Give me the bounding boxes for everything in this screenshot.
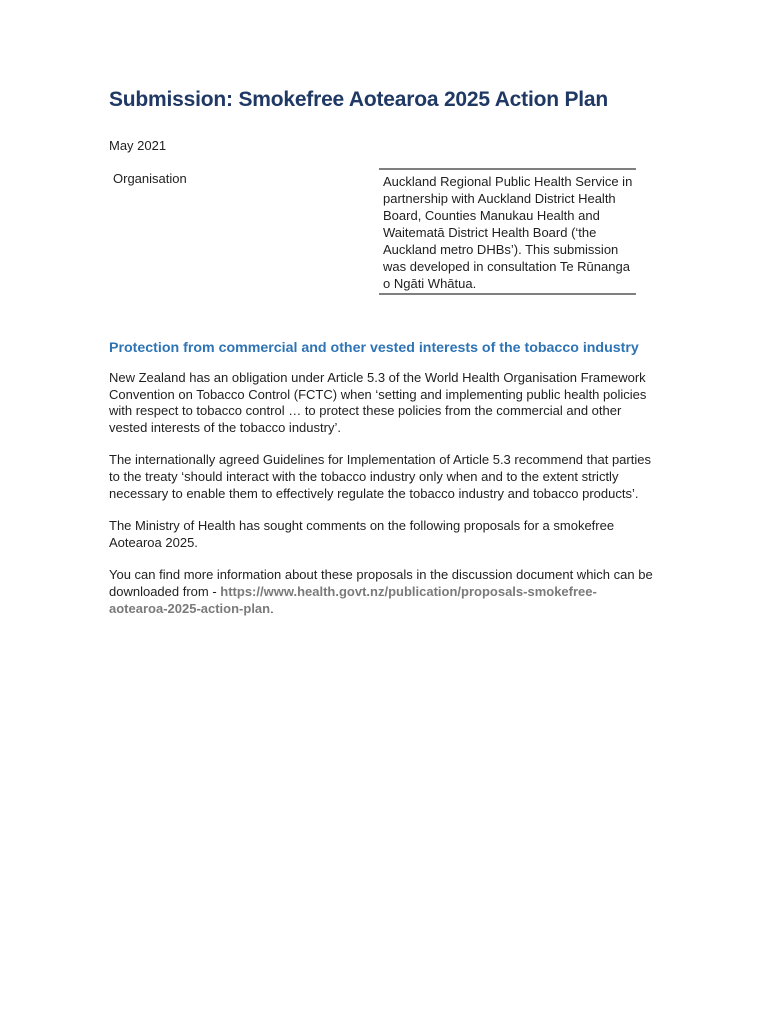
organisation-value-cell xyxy=(379,168,636,295)
paragraph-article-5-3: New Zealand has an obligation under Article 5.3 of the World Health Organisation Framework Convention on Tobacco Control (FCTC) when ‘setting and implementing public health policies with respect to tobacco control … to protect these policies from the commercial and other vested interests of the tobacco industry’. xyxy=(109,370,647,435)
organisation-label: Organisation xyxy=(113,171,187,186)
more-information-text: You can find more information about these proposals in the discussion document which can be downloaded from - xyxy=(109,567,653,599)
organisation-value: Auckland Regional Public Health Service in partnership with Auckland District Health Board, Counties Manukau Health and Waitematā District Health Board (‘the Auckland metro DHBs’). This submission was developed in consultation Te Rūnanga o Ngāti Whātua. xyxy=(383,174,633,291)
section-body xyxy=(109,370,654,633)
discussion-document-link[interactable]: https://www.health.govt.nz/publication/proposals-smokefree-aotearoa-2025-action-plan xyxy=(109,583,597,616)
submission-date: May 2021 xyxy=(109,138,167,153)
page-title: Submission: Smokefree Aotearoa 2025 Action Plan xyxy=(109,88,609,111)
paragraph-more-information xyxy=(109,567,654,617)
more-information-end: . xyxy=(270,600,274,616)
section-heading: Protection from commercial and other vested interests of the tobacco industry xyxy=(109,340,639,356)
paragraph-ministry: The Ministry of Health has sought comments on the following proposals for a smokefree Aotearoa 2025. xyxy=(109,518,615,550)
paragraph-guidelines: The internationally agreed Guidelines for Implementation of Article 5.3 recommend that parties to the treaty ‘should interact with the tobacco industry only when and to the extent strictly necessary to enable them to effectively regulate the tobacco industry and tobacco products’. xyxy=(109,452,651,501)
